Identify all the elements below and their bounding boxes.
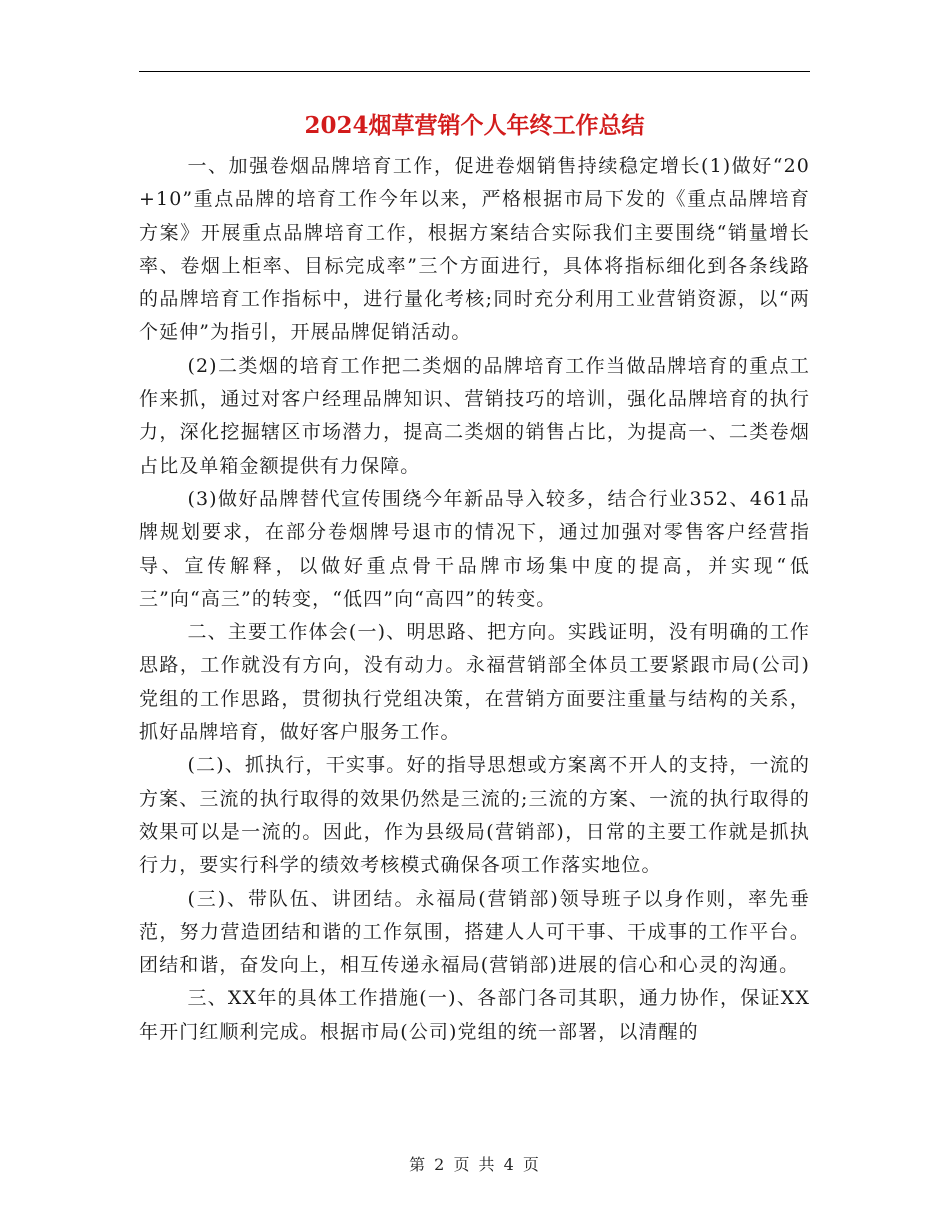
paragraph-1: 一、加强卷烟品牌培育工作，促进卷烟销售持续稳定增长(1)做好“20+10”重点品牌的培育工作今年以来，严格根据市局下发的《重点品牌培育方案》开展重点品牌培育工作，根据方案结合实际我们主要围绕“销量增长率、卷烟上柜率、目标完成率”三个方面进行，具体将指标细化到各条线路的品牌培育工作指标中，进行量化考核;同时充分利用工业营销资源，以“两个延伸”为指引，开展品牌促销活动。 — [139, 155, 810, 344]
paragraph-2: (2)二类烟的培育工作把二类烟的品牌培育工作当做品牌培育的重点工作来抓，通过对客户经理品牌知识、营销技巧的培训，强化品牌培育的执行力，深化挖掘辖区市场潜力，提高二类烟的销售占比，为提高一、二类卷烟占比及单箱金额提供有力保障。 — [139, 354, 810, 477]
paragraph-6: (三)、带队伍、讲团结。永福局(营销部)领导班子以身作则，率先垂范，努力营造团结和谐的工作氛围，搭建人人可干事、干成事的工作平台。团结和谐，奋发向上，相互传递永福局(营销部)进展的信心和心灵的沟通。 — [139, 887, 810, 977]
paragraph-4: 二、主要工作体会(一)、明思路、把方向。实践证明，没有明确的工作思路，工作就没有方向，没有动力。永福营销部全体员工要紧跟市局(公司)党组的工作思路，贯彻执行党组决策，在营销方面要注重量与结构的关系，抓好品牌培育，做好客户服务工作。 — [139, 621, 810, 744]
header-rule — [139, 71, 810, 72]
paragraph-5: (二)、抓执行，干实事。好的指导思想或方案离不开人的支持，一流的方案、三流的执行取得的效果仍然是三流的;三流的方案、一流的执行取得的效果可以是一流的。因此，作为县级局(营销部)，日常的主要工作就是抓执行力，要实行科学的绩效考核模式确保各项工作落实地位。 — [139, 754, 810, 877]
paragraph-7: 三、XX年的具体工作措施(一)、各部门各司其职，通力协作，保证XX年开门红顺利完成。根据市局(公司)党组的统一部署，以清醒的 — [139, 987, 810, 1043]
page-number: 第 2 页 共 4 页 — [409, 1155, 541, 1174]
document-title: 2024烟草营销个人年终工作总结 — [304, 112, 645, 139]
document-body — [139, 150, 810, 1049]
paragraph-3: (3)做好品牌替代宣传围绕今年新品导入较多，结合行业352、461品牌规划要求，在部分卷烟牌号退市的情况下，通过加强对零售客户经营指导、宣传解释，以做好重点骨干品牌市场集中度的提高，并实现“低三”向“高三”的转变，“低四”向“高四”的转变。 — [139, 487, 810, 610]
